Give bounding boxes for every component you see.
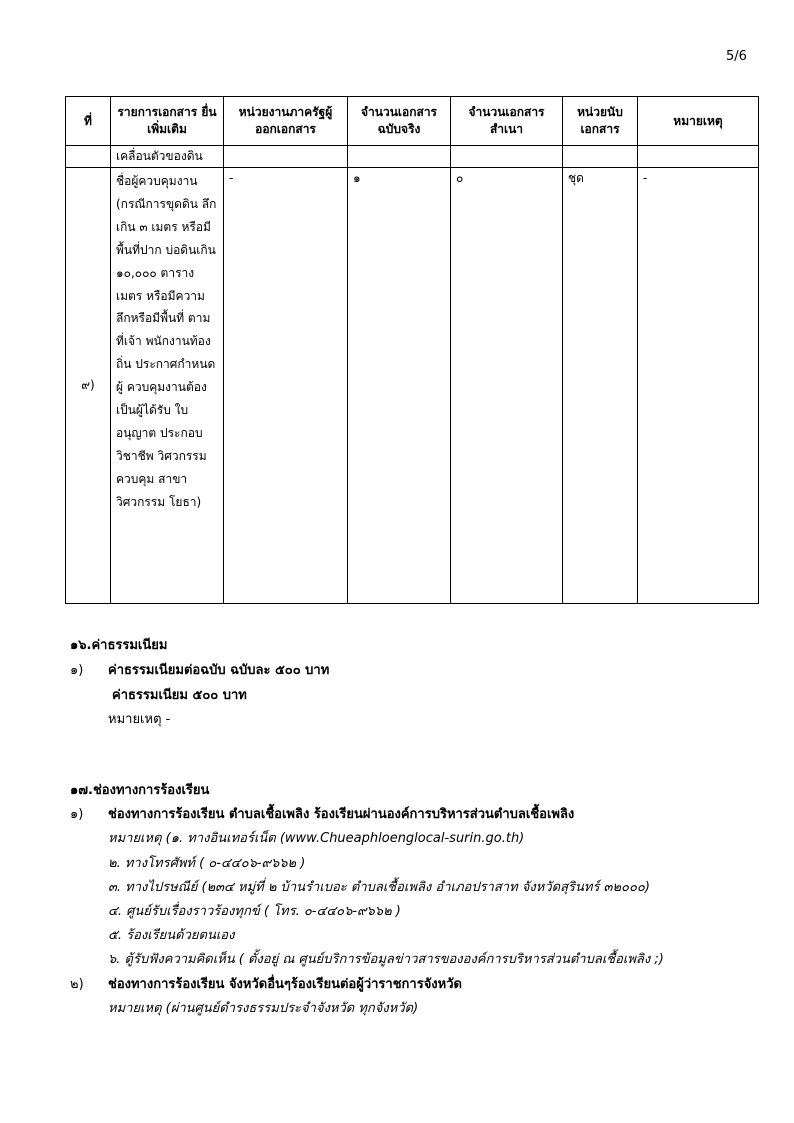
page-number: 5/6 (726, 49, 747, 64)
fees-heading: ๑๖.ค่าธรรมเนียม (70, 638, 168, 653)
header-agency: หน่วยงานภาครัฐผู้ ออกเอกสาร (224, 97, 348, 146)
cell-empty (563, 146, 638, 168)
table-row-continued (66, 146, 759, 168)
complaints-item2-title: ช่องทางการร้องเรียน จังหวัดอื่นๆร้องเรียนต่อผู้ว่าราชการจังหวัด (108, 977, 462, 992)
complaints-note-suggestion-box: ๖. ตู้รับฟังความคิดเห็น ( ตั้งอยู่ ณ ศูนย์บริการข้อมูลข่าวสารขององค์การบริหารส่วนตำบลเชื้อเพลิง ;) (108, 952, 664, 967)
complaints-note-in-person: ๕. ร้องเรียนด้วยตนเอง (108, 928, 235, 943)
header-unit: หน่วยนับ เอกสาร (563, 97, 638, 146)
complaints-note-center: ๔. ศูนย์รับเรื่องราวร้องทุกข์ ( โทร. ๐-๔๔๐๖-๙๖๖๒ ) (108, 904, 401, 919)
header-copy-count: จำนวนเอกสาร สำเนา (451, 97, 563, 146)
complaints-heading: ๑๗.ช่องทางการร้องเรียน (70, 783, 210, 798)
cell-unit: ชุด (563, 168, 638, 604)
header-doc-list: รายการเอกสาร ยื่นเพิ่มเติม (111, 97, 224, 146)
cell-empty (638, 146, 759, 168)
cell-remark: - (638, 168, 759, 604)
cell-doc-list: ชื่อผู้ควบคุมงาน (กรณีการขุดดิน ลึกเกิน ๓ เมตร หรือมีพื้นที่ปาก บ่อดินเกิน ๑๐,๐๐๐ ตาราง เมตร หรือมีความ ลึกหรือมีพื้นที่ ตามที่เจ้า พนักงานท้องถิ่น ประกาศกำหนดผู้ ควบคุมงานต้อง เป็นผู้ได้รับ ใบอนุญาต ประกอบวิชาชีพ วิศวกรรมควบคุม สาขาวิศวกรรม โยธา) (111, 168, 224, 604)
cell-row-no: ๙) (66, 168, 111, 604)
cell-empty (224, 146, 348, 168)
complaints-note-post: ๓. ทางไปรษณีย์ (๒๓๔ หมู่ที่ ๒ บ้านรำเบอะ ตำบลเชื้อเพลิง อำเภอปราสาท จังหวัดสุรินทร์ ๓๒๐๐๐) (108, 880, 650, 895)
header-original-count: จำนวนเอกสาร ฉบับจริง (348, 97, 451, 146)
cell-doc-list-continued: เคลื่อนตัวของดิน (111, 146, 224, 168)
documents-table (65, 96, 759, 604)
fees-amount: ค่าธรรมเนียม ๕๐๐ บาท (112, 688, 247, 703)
cell-copy-count: ๐ (451, 168, 563, 604)
complaints-item2-number: ๒) (70, 977, 84, 992)
header-no: ที่ (66, 97, 111, 146)
fees-remark: หมายเหตุ - (108, 712, 171, 727)
table-header-row (66, 97, 759, 146)
complaints-item1-number: ๑) (70, 807, 84, 822)
cell-agency: - (224, 168, 348, 604)
cell-original-count: ๑ (348, 168, 451, 604)
table-row (66, 168, 759, 604)
cell-empty (451, 146, 563, 168)
complaints-note-phone: ๒. ทางโทรศัพท์ ( ๐-๔๔๐๖-๙๖๖๒ ) (108, 856, 306, 871)
fees-item-number: ๑) (70, 663, 84, 678)
complaints-note-internet: หมายเหตุ (๑. ทางอินเทอร์เน็ต (www.Chueaphloenglocal-surin.go.th) (108, 831, 525, 846)
cell-empty (348, 146, 451, 168)
header-remark: หมายเหตุ (638, 97, 759, 146)
complaints-item2-note: หมายเหตุ (ผ่านศูนย์ดำรงธรรมประจำจังหวัด ทุกจังหวัด) (108, 1001, 419, 1016)
cell-empty (66, 146, 111, 168)
fees-item-title: ค่าธรรมเนียมต่อฉบับ ฉบับละ ๕๐๐ บาท (108, 663, 330, 678)
complaints-item1-title: ช่องทางการร้องเรียน ตำบลเชื้อเพลิง ร้องเรียนผ่านองค์การบริหารส่วนตำบลเชื้อเพลิง (108, 807, 575, 822)
